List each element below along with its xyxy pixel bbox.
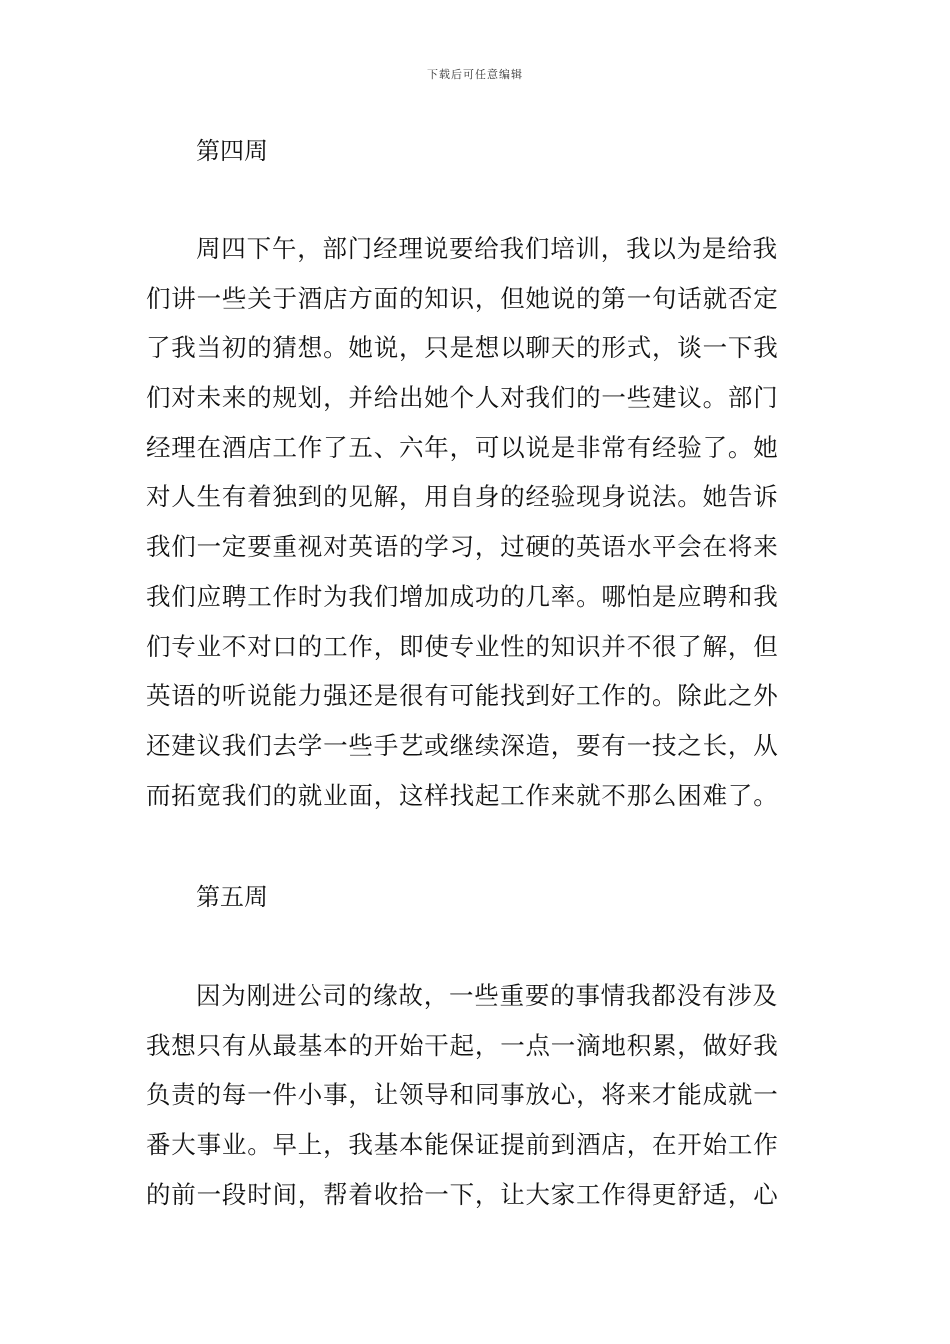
paragraph-line: 的前一段时间，帮着收拾一下，让大家工作得更舒适，心: [146, 1179, 779, 1209]
paragraph-week5: [146, 971, 806, 1219]
paragraph-line: 们讲一些关于酒店方面的知识，但她说的第一句话就否定: [146, 283, 779, 313]
paragraph-line: 番大事业。早上，我基本能保证提前到酒店，在开始工作: [146, 1130, 779, 1160]
paragraph-line: 们对未来的规划，并给出她个人对我们的一些建议。部门: [146, 383, 779, 413]
paragraph-week4: [146, 224, 806, 820]
paragraph-line: 因为刚进公司的缘故，一些重要的事情我都没有涉及: [196, 981, 778, 1010]
paragraph-line: 我想只有从最基本的开始干起，一点一滴地积累，做好我: [146, 1030, 779, 1060]
section-heading-week5: 第五周: [196, 883, 268, 911]
paragraph-line: 英语的听说能力强还是很有可能找到好工作的。除此之外: [146, 681, 779, 711]
paragraph-line: 周四下午，部门经理说要给我们培训，我以为是给我: [196, 234, 778, 263]
paragraph-line: 们专业不对口的工作，即使专业性的知识并不很了解，但: [146, 631, 779, 661]
section-heading-week4: 第四周: [196, 137, 268, 165]
paragraph-line: 我们应聘工作时为我们增加成功的几率。哪怕是应聘和我: [146, 581, 779, 611]
paragraph-line: 对人生有着独到的见解，用自身的经验现身说法。她告诉: [146, 482, 779, 512]
paragraph-line: 而拓宽我们的就业面，这样找起工作来就不那么困难了。: [146, 780, 779, 810]
paragraph-line: 经理在酒店工作了五、六年，可以说是非常有经验了。她: [146, 432, 779, 462]
paragraph-line: 我们一定要重视对英语的学习，过硬的英语水平会在将来: [146, 532, 779, 562]
paragraph-line: 负责的每一件小事，让领导和同事放心，将来才能成就一: [146, 1080, 779, 1110]
paragraph-line: 还建议我们去学一些手艺或继续深造，要有一技之长，从: [146, 730, 779, 760]
header-note: 下载后可任意编辑: [427, 68, 523, 81]
paragraph-line: 了我当初的猜想。她说，只是想以聊天的形式，谈一下我: [146, 333, 779, 363]
